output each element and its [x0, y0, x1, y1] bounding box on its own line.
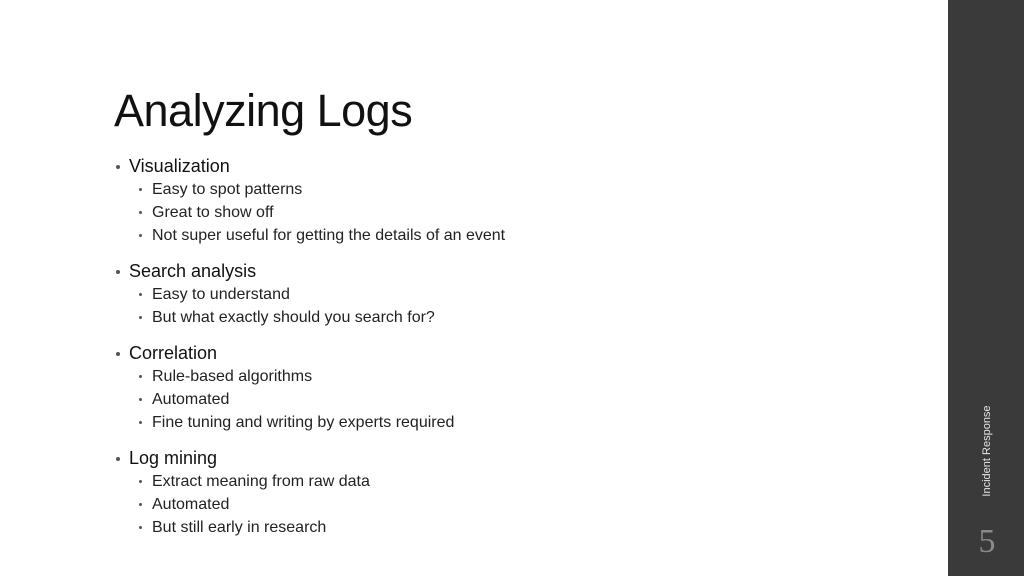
sub-bullet-item: Fine tuning and writing by experts required — [114, 411, 894, 434]
bullet-heading: Visualization — [114, 154, 894, 178]
sub-bullet-list — [114, 470, 894, 539]
bullet-item — [114, 154, 894, 247]
page-number: 5 — [978, 523, 996, 560]
sub-bullet-item: Easy to spot patterns — [114, 178, 894, 201]
bullet-item — [114, 341, 894, 434]
slide-title: Analyzing Logs — [114, 85, 413, 136]
sub-bullet-item: Great to show off — [114, 201, 894, 224]
bullet-heading: Search analysis — [114, 259, 894, 283]
sub-bullet-item: Not super useful for getting the details of an event — [114, 224, 894, 247]
sidebar-section-label: Incident Response — [981, 405, 993, 497]
sub-bullet-item: Rule-based algorithms — [114, 365, 894, 388]
sub-bullet-item: Automated — [114, 493, 894, 516]
sub-bullet-list — [114, 365, 894, 434]
sub-bullet-item: But still early in research — [114, 516, 894, 539]
bullet-item — [114, 446, 894, 539]
sub-bullet-item: Extract meaning from raw data — [114, 470, 894, 493]
sub-bullet-list — [114, 178, 894, 247]
bullet-list — [114, 154, 894, 551]
sub-bullet-list — [114, 283, 894, 329]
sub-bullet-item: Automated — [114, 388, 894, 411]
bullet-heading: Correlation — [114, 341, 894, 365]
bullet-item — [114, 259, 894, 329]
sub-bullet-item: Easy to understand — [114, 283, 894, 306]
sub-bullet-item: But what exactly should you search for? — [114, 306, 894, 329]
bullet-heading: Log mining — [114, 446, 894, 470]
